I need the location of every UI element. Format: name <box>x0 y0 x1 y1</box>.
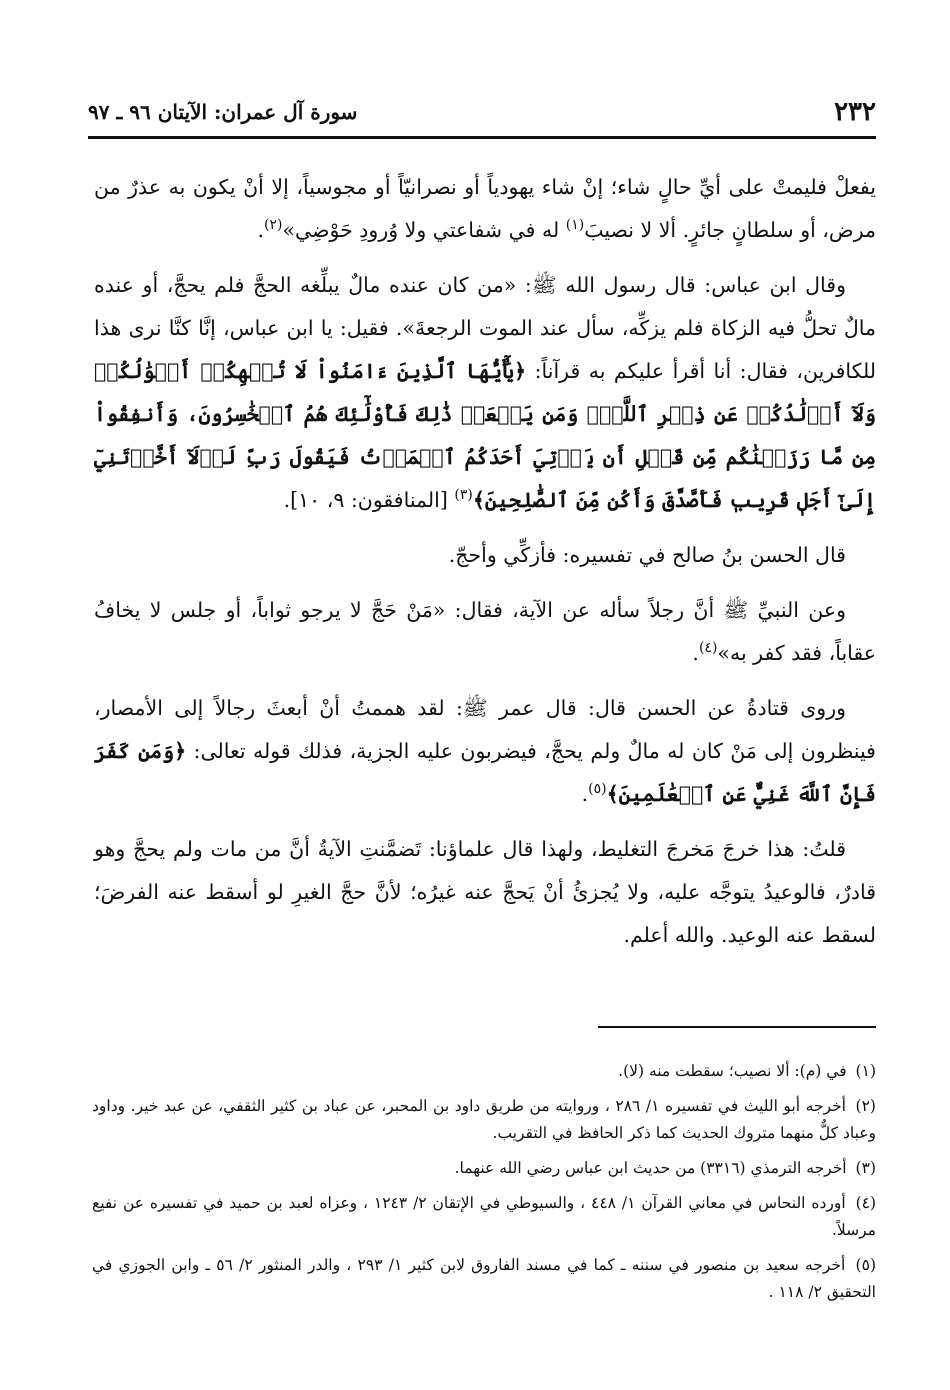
paragraph-text: يفعلْ فليمتْ على أيِّ حالٍ شاء؛ إنْ شاء يهودياً أو نصرانيّاً أو مجوسياً، إلا أنْ يكون به عذرٌ من مرض، أو سلطانٍ جائرٍ. ألا لا نصيبَ <box>94 175 876 242</box>
footnote-text: أخرجه أبو الليث في تفسيره ١/ ٢٨٦ ، وروايته من طريق داود بن المحبر، عن عباد بن كثير الثقفي، عن عبد خير. وداود وعباد كلٌّ منهما متروك الحديث كما ذكر الحافظ في التقريب. <box>92 1097 876 1142</box>
footnote-item <box>92 1155 876 1182</box>
header-divider <box>88 136 876 139</box>
paragraph-text: . <box>692 641 699 665</box>
footnote-text: أورده النحاس في معاني القرآن ١/ ٤٤٨ ، والسيوطي في الإتقان ٢/ ١٢٤٣ ، وعزاه لعبد بن حميد في تفسيره عن نفيع مرسلاً. <box>92 1194 876 1239</box>
footnote-number: (١) <box>855 1062 876 1080</box>
footnote-ref: (٣) <box>454 487 473 504</box>
footnote-number: (٤) <box>855 1194 877 1212</box>
footnote-number: (٢) <box>855 1097 876 1115</box>
footnote-number: (٣) <box>855 1159 876 1177</box>
paragraph-4 <box>94 589 876 675</box>
paragraph-text: وروى قتادةُ عن الحسن قال: قال عمر ﷺ: لقد هممتُ أنْ أبعثَ رجالاً إلى الأمصار، فينظرون إلى مَنْ كان له مالٌ ولم يحجَّ، فيضربون عليه الجزية، فذلك قوله تعالى: <box>94 696 876 763</box>
footnotes <box>92 1058 876 1314</box>
footnote-item <box>92 1058 876 1085</box>
footnote-number: (٥) <box>855 1256 876 1274</box>
page-number: ٢٣٢ <box>834 97 876 127</box>
paragraph-1 <box>94 166 876 252</box>
paragraph-text: قلتُ: هذا خرجَ مَخرجَ التغليط، ولهذا قال علماؤنا: تَضمَّنتِ الآيةُ أنَّ من مات ولم يحجَّ وهو قادرٌ، فالوعيدُ يتوجَّه عليه، ولا يُجزئُ أنْ يَحجَّ عنه غيرُه؛ لأنَّ حجَّ الغيرِ لو أسقط عنه الفرضَ؛ لسقط عنه الوعيد. والله أعلم. <box>94 837 876 947</box>
paragraph-6 <box>94 828 876 957</box>
paragraph-text: وقال ابن عباس: قال رسول الله ﷺ: «من كان عنده مالٌ يبلِّغه الحجَّ فلم يحجَّ، أو عنده مالٌ تحلُّ فيه الزكاة فلم يزكِّه، سأل عند الموت الرجعةَ». فقيل: يا ابن عباس، إنَّا كنَّا نرى هذا للكافرين، فقال: أنا أقرأ عليكم به قرآناً: <box>94 273 876 383</box>
footnote-ref: (٢) <box>264 217 283 234</box>
main-text <box>94 166 876 969</box>
paragraph-text: له في شفاعتي ولا وُرودِ حَوْضِي» <box>282 218 566 242</box>
paragraph-5 <box>94 687 876 816</box>
paragraph-text: قال الحسن بنُ صالح في تفسيره: فأزكِّي وأحجّ. <box>448 543 846 567</box>
verse-citation: [المنافقون: ٩، ١٠]. <box>283 488 455 512</box>
footnote-text: أخرجه الترمذي (٣٣١٦) من حديث ابن عباس رضي الله عنهما. <box>454 1159 847 1177</box>
paragraph-2 <box>94 264 876 522</box>
paragraph-text: وعن النبيِّ ﷺ أنَّ رجلاً سأله عن الآية، فقال: «مَنْ حَجَّ لا يرجو ثواباً، أو جلس لا يخافُ عقاباً، فقد كفر به» <box>94 598 876 665</box>
footnote-text: في (م): ألا نصيب؛ سقطت منه (لا). <box>618 1062 847 1080</box>
running-title: سورة آل عمران: الآيتان ٩٦ ـ ٩٧ <box>88 100 358 124</box>
page-header <box>88 92 876 132</box>
quran-verse: ﴿يَٰٓأَيُّهَا ٱلَّذِينَ ءَامَنُواْ لَا تُلۡهِكُمۡ أَمۡوَٰلُكُمۡ وَلَآ أَوۡلَٰدُكُمۡ عَن ذِكۡرِ ٱللَّهِۚ وَمَن يَفۡعَلۡ ذَٰلِكَ فَأُوْلَٰٓئِكَ هُمُ ٱلۡخَٰسِرُونَ، وَأَنفِقُواْ مِن مَّا رَزَقۡنَٰكُم مِّن قَبۡلِ أَن يَأۡتِيَ أَحَدَكُمُ ٱلۡمَوۡتُ فَيَقُولَ رَبِّ لَوۡلَآ أَخَّرۡتَنِيٓ إِلَىٰٓ أَجَلٖ قَرِيبٖ فَأَصَّدَّقَ وَأَكُن مِّنَ ٱلصَّٰلِحِينَ﴾ <box>94 359 876 512</box>
footnote-ref: (١) <box>565 217 585 234</box>
footnote-text: أخرجه سعيد بن منصور في سننه ـ كما في مسند الفاروق لابن كثير ١/ ٢٩٣ ، والدر المنثور ٢/ ٥٦ ـ وابن الجوزي في التحقيق ٢/ ١١٨ . <box>92 1256 876 1301</box>
quran-verse: ﴿وَمَن كَفَرَ فَإِنَّ ٱللَّهَ غَنِيٌّ عَنِ ٱلۡعَٰلَمِينَ﴾ <box>94 739 876 806</box>
footnote-divider <box>598 1026 876 1028</box>
paragraph-text: . <box>581 782 589 806</box>
paragraph-3 <box>94 534 876 577</box>
footnote-ref: (٤) <box>698 640 718 657</box>
footnote-item <box>92 1252 876 1306</box>
footnote-ref: (٥) <box>588 781 607 798</box>
footnote-item <box>92 1190 876 1244</box>
paragraph-text: . <box>257 218 265 242</box>
footnote-item <box>92 1093 876 1147</box>
